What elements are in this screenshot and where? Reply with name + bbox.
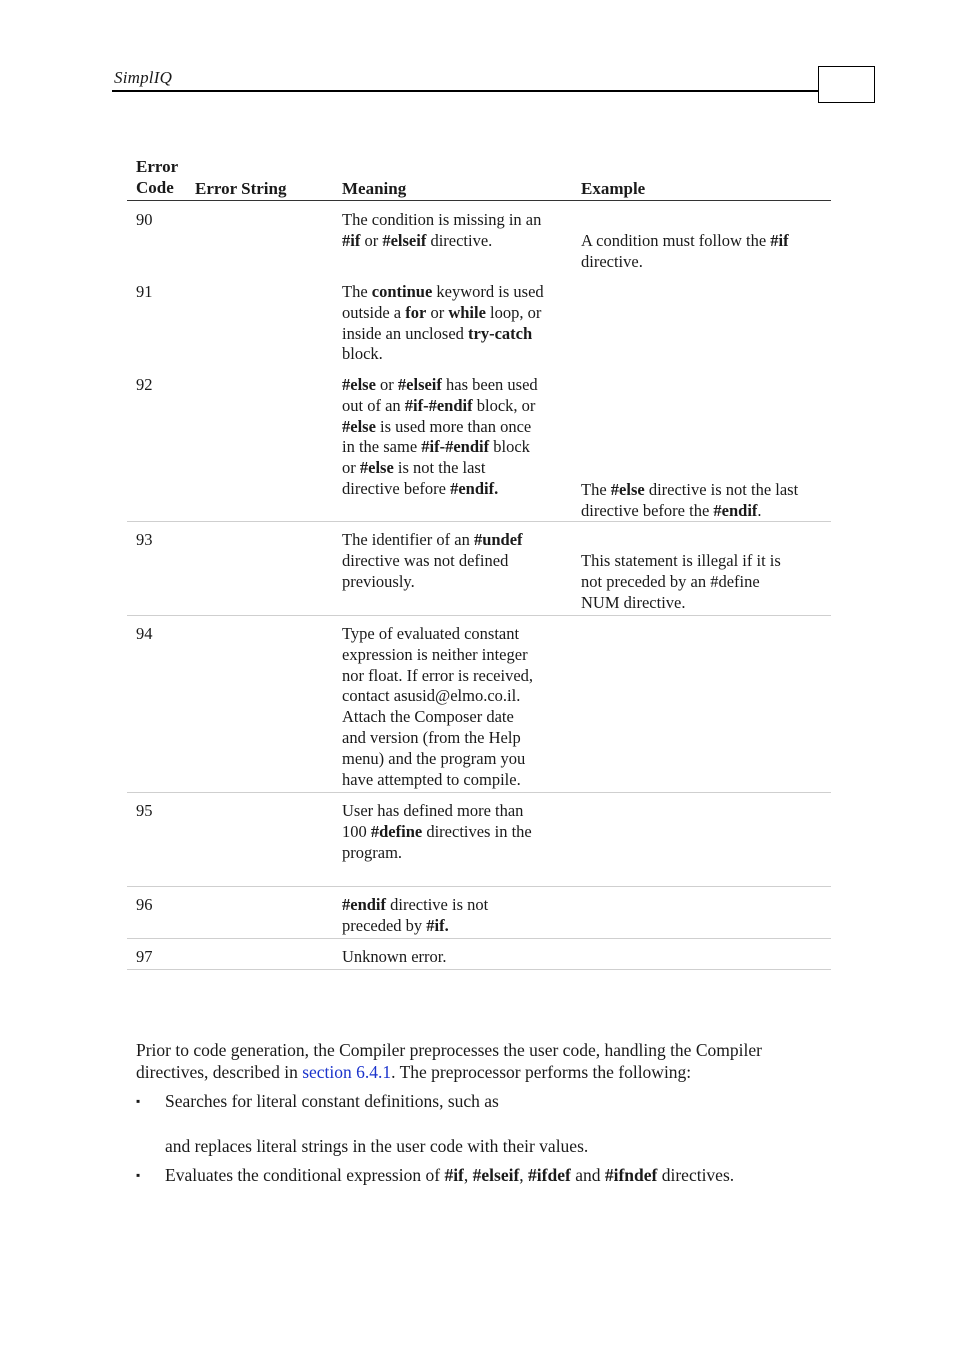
- cell-line: inside an unclosed try-catch: [342, 323, 533, 343]
- bold-term: #endif.: [450, 478, 499, 498]
- table-row-divider: [127, 200, 831, 522]
- section-link[interactable]: section 6.4.1: [302, 1062, 392, 1082]
- cell-line: previously.: [342, 571, 415, 591]
- cell-line: outside a for or while loop, or: [342, 302, 542, 322]
- cell-line: #else is used more than once: [342, 416, 532, 436]
- cell-line: directive before the #endif.: [581, 500, 762, 520]
- cell-line: program.: [342, 842, 403, 862]
- row-example: [581, 551, 826, 613]
- page-number-box: [818, 66, 875, 103]
- row-meaning: [342, 947, 570, 968]
- row-code: 93: [136, 530, 153, 549]
- cell-line: The identifier of an #undef: [342, 530, 523, 549]
- cell-line: block.: [342, 344, 383, 364]
- bullet-text: Searches for literal constant definitions, such as: [165, 1091, 499, 1111]
- header-title: SimplIQ: [114, 68, 173, 87]
- row-meaning: [342, 895, 570, 937]
- row-code: 97: [136, 947, 153, 966]
- table-row: [127, 793, 831, 887]
- header-error-code-line1: Error: [136, 157, 179, 176]
- bold-term: for: [405, 302, 427, 322]
- cell-line: 100 #define directives in the: [342, 821, 532, 841]
- cell-line: Type of evaluated constant: [342, 624, 520, 643]
- cell-line: directive.: [581, 251, 643, 271]
- paragraph-line: Prior to code generation, the Compiler preprocesses the user code, handling the Compiler: [136, 1040, 762, 1060]
- cell-line: not preceded by an #define: [581, 571, 760, 591]
- header-example: Example: [581, 179, 646, 198]
- row-meaning: [342, 801, 570, 863]
- cell-line: and version (from the Help: [342, 727, 521, 747]
- cell-line: #endif directive is not: [342, 895, 489, 914]
- bullet-square-icon: ▪: [136, 1094, 141, 1108]
- cell-line: User has defined more than: [342, 801, 524, 820]
- bold-term: #if-#endif: [421, 437, 490, 457]
- bold-term: #if: [770, 231, 789, 250]
- bold-term: #define: [370, 821, 423, 841]
- bold-term: #else: [342, 375, 376, 394]
- bold-term: while: [448, 302, 486, 322]
- cell-line: or #else is not the last: [342, 458, 486, 478]
- row-meaning: [342, 624, 570, 790]
- cell-line: NUM directive.: [581, 592, 686, 612]
- cell-line: have attempted to compile.: [342, 769, 521, 789]
- paragraph-text: directives, described in: [136, 1062, 303, 1082]
- bold-term: #elseif: [472, 1165, 520, 1185]
- bold-term: #undef: [473, 530, 523, 549]
- cell-line: This statement is illegal if it is: [581, 551, 781, 570]
- cell-line: menu) and the program you: [342, 748, 526, 768]
- cell-line: contact asusid@elmo.co.il.: [342, 686, 521, 706]
- bold-term: #if-#endif: [404, 395, 473, 415]
- page-header: [112, 66, 875, 104]
- bold-term: #ifdef: [528, 1165, 571, 1185]
- bullet-continuation: and replaces literal strings in the user code with their values.: [165, 1136, 589, 1156]
- intro-paragraph: [136, 1039, 836, 1083]
- bold-term: #elseif: [397, 375, 442, 394]
- bold-term: continue: [371, 282, 433, 301]
- header-error-code-line2: Code: [136, 178, 174, 197]
- row-code: 91: [136, 282, 153, 301]
- header-rule: [112, 90, 819, 92]
- bullet-square-icon: ▪: [136, 1168, 141, 1182]
- table-row: [127, 887, 831, 939]
- row-example: [581, 480, 826, 522]
- cell-line: #if or #elseif directive.: [342, 230, 493, 250]
- row-code: 92: [136, 375, 153, 394]
- cell-line: expression is neither integer: [342, 644, 528, 664]
- bold-term: #if: [444, 1165, 464, 1185]
- header-error-string: Error String: [195, 179, 287, 198]
- table-row: [127, 616, 831, 793]
- cell-line: preceded by #if.: [342, 915, 449, 935]
- table-row: [127, 939, 831, 970]
- bold-term: #else: [342, 416, 376, 436]
- header-error-code: [136, 156, 178, 198]
- cell-line: directive before #endif.: [342, 478, 499, 498]
- cell-line: in the same #if-#endif block: [342, 437, 530, 457]
- bold-term: #else: [359, 458, 394, 478]
- bold-term: #if: [342, 230, 361, 250]
- cell-line: The continue keyword is used: [342, 282, 544, 301]
- cell-line: A condition must follow the #if: [581, 231, 789, 250]
- cell-line: nor float. If error is received,: [342, 665, 534, 685]
- bold-term: #else: [610, 480, 645, 499]
- paragraph-text: . The preprocessor performs the following:: [391, 1062, 692, 1082]
- cell-line: Unknown error.: [342, 947, 447, 966]
- table-header-row: [127, 150, 831, 201]
- row-meaning: [342, 530, 570, 592]
- row-code: 90: [136, 210, 153, 229]
- cell-line: directive was not defined: [342, 550, 509, 570]
- cell-line: #else or #elseif has been used: [342, 375, 538, 394]
- row-code: 96: [136, 895, 153, 914]
- bold-term: try-catch: [468, 323, 533, 343]
- bold-term: #endif: [713, 500, 758, 520]
- header-meaning: Meaning: [342, 179, 407, 198]
- table-row: [127, 522, 831, 616]
- cell-line: Attach the Composer date: [342, 707, 514, 727]
- bold-term: #elseif: [382, 230, 427, 250]
- row-code: 94: [136, 624, 153, 643]
- cell-line: The #else directive is not the last: [581, 480, 799, 499]
- bold-term: #ifndef: [604, 1165, 658, 1185]
- bold-term: #if.: [426, 915, 449, 935]
- bullet-text: Evaluates the conditional expression of #if, #elseif, #ifdef and #ifndef directives.: [165, 1165, 735, 1185]
- bold-term: #endif: [342, 895, 387, 914]
- cell-line: out of an #if-#endif block, or: [342, 395, 536, 415]
- row-code: 95: [136, 801, 153, 820]
- cell-line: The condition is missing in an: [342, 210, 542, 229]
